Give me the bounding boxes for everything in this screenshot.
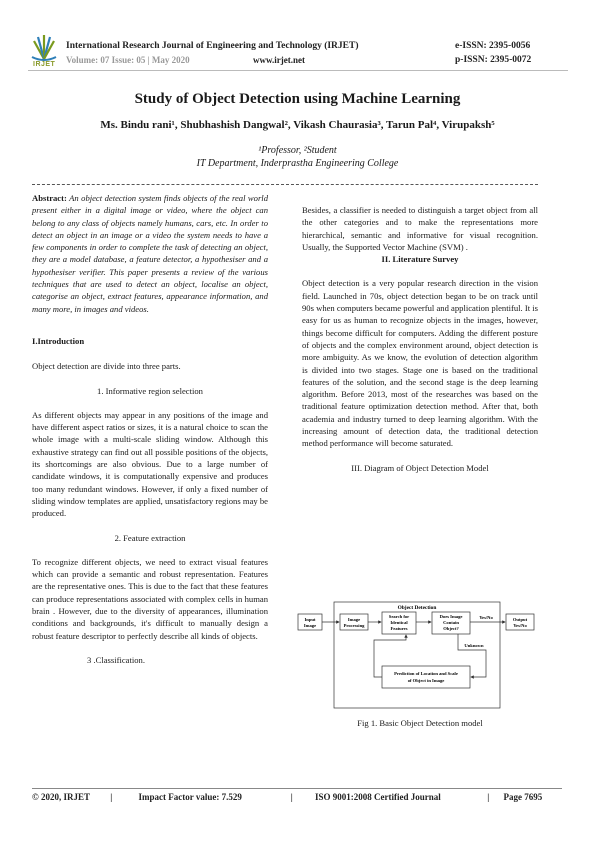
footer-page-number: Page 7695 (503, 792, 543, 802)
p-issn: p-ISSN: 2395-0072 (455, 55, 532, 65)
input-line-2: Image (303, 623, 317, 628)
output-line-1: Output (512, 617, 528, 622)
title-divider (32, 184, 538, 185)
paragraph-classifier: Besides, a classifier is needed to distinguish a target object from all the other categories and to make the representations more hierarchical, semantic and informative for visual recognition. Usually, the Supported Vector Machine (SVM) . (302, 205, 538, 252)
paper-authors: Ms. Bindu rani¹, Shubhashish Dangwal², Vikash Chaurasia³, Tarun Pal⁴, Virupaksh⁵ (100, 119, 495, 131)
paragraph-region-selection: As different objects may appear in any positions of the image and have different aspect ratios or sizes, it is a natural choice to scan the whole image with a multi-scale sliding window. Although this exhaustive strategy can find out all possible positions of the objects, its shortcomings are also obvious. Due to a large number of candidate windows, it is computationally expensive and produces too many redundant windows. However, if only a fixed number of sliding window templates are applied, unsatisfactory regions may be produced. (32, 409, 268, 519)
search-line-1: Search for (388, 614, 410, 619)
input-line-1: Input (304, 617, 316, 622)
output-line-2: Yes/No (513, 623, 527, 628)
subsection-classification: 3 .Classification. (87, 654, 145, 665)
volume-issue: Volume: 07 Issue: 05 | May 2020 (66, 55, 190, 65)
intro-text: Object detection are divide into three parts. (32, 361, 181, 372)
search-line-2: Identical (390, 620, 408, 625)
footer-copyright: © 2020, IRJET (32, 792, 90, 802)
object-detection-diagram (296, 600, 546, 710)
outer-label: Object Detection (397, 605, 437, 611)
affiliation-roles: ¹Professor, ²Student (258, 145, 337, 156)
contain-line-3: Object? (443, 626, 459, 631)
figure-caption: Fig 1. Basic Object Detection model (357, 718, 483, 728)
abstract (32, 192, 268, 315)
contain-line-2: Contain (443, 620, 459, 625)
header-divider (28, 70, 568, 71)
unknown-label: Unknown (464, 643, 484, 648)
prediction-line-1: Prediction of Location and Scale (394, 671, 458, 676)
page-footer (32, 792, 562, 802)
abstract-text: An object detection system finds objects of the real world present either in a digital image or video, where the object can belong to any class of objects namely humans, cars, etc. In order to detect an object in an image or a video the system needs to have a few components in order to complete the task of detecting an object, they are a model database, a feature detector, a hypothesiser and a hypothesiser verifier. This paper presents a review of the various techniques that are used to detect an object, localise an object, categorise an object, extract features, appearance information, and many more, in images and videos. (32, 193, 268, 314)
footer-iso: ISO 9001:2008 Certified Journal (315, 792, 441, 802)
processing-line-2: Processing (343, 623, 365, 628)
left-column (32, 192, 268, 666)
section-heading-diagram: III. Diagram of Object Detection Model (351, 462, 489, 473)
subsection-feature-extraction: 2. Feature extraction (114, 532, 186, 543)
contain-line-1: Does Image (439, 614, 463, 619)
footer-separator-2: | (290, 792, 293, 802)
journal-website: www.irjet.net (253, 55, 305, 65)
footer-divider (32, 788, 562, 789)
footer-separator-3: | (487, 792, 490, 802)
right-column (302, 204, 538, 474)
section-heading-introduction: I.Introduction (32, 335, 85, 346)
paragraph-literature-survey: Object detection is a very popular research direction in the vision field. Launched in 70s, object detection began to be on track until 90s when computers became powerful and application plentiful. It is easy for us as human to recognize objects in the images, however, things become difficult for computers. Adding the different posture of objects and the complex environment around, object detection is more ambiguity. As we know, the evolution of detection algorithm is divided into two stages. Stage one is based on the traditional features of the solution, and the second stage is the deep learning algorithm. Before 2013, most of the researches was based on the traditional feature optimization detection method. After that, both academia and industry turned to deep learning algorithm. With the increasing amount of detection data, the traditional detection method performance will become saturated. (302, 278, 538, 449)
prediction-line-2: of Object in Image (407, 678, 445, 683)
processing-line-1: Image (347, 617, 361, 622)
search-line-3: Features (390, 626, 408, 631)
abstract-label: Abstract: (32, 193, 67, 203)
paper-title: Study of Object Detection using Machine Learning (134, 91, 461, 107)
section-heading-literature-survey: II. Literature Survey (381, 254, 459, 265)
prediction-box (382, 666, 470, 688)
yes-no-label: Yes/No (479, 615, 493, 620)
paragraph-feature-extraction: To recognize different objects, we need to extract visual features which can provide a semantic and robust representation. Features are the representative ones. This is due to the fact that these features can produce representations associated with complex cells in human brain . However, due to the diversity of appearances, illumination conditions and backgrounds, it's difficult to manually design a robust feature descriptor to perfectly describe all kinds of objects. (32, 556, 268, 641)
journal-header (0, 0, 595, 80)
journal-title: International Research Journal of Engineering and Technology (IRJET) (66, 41, 359, 51)
footer-impact-factor: Impact Factor value: 7.529 (138, 792, 242, 802)
logo-text: IRJET (33, 61, 56, 68)
footer-separator-1: | (110, 792, 113, 802)
e-issn: e-ISSN: 2395-0056 (455, 41, 531, 51)
affiliation-department: IT Department, Inderprastha Engineering College (196, 158, 399, 169)
subsection-informative-region: 1. Informative region selection (97, 385, 203, 396)
